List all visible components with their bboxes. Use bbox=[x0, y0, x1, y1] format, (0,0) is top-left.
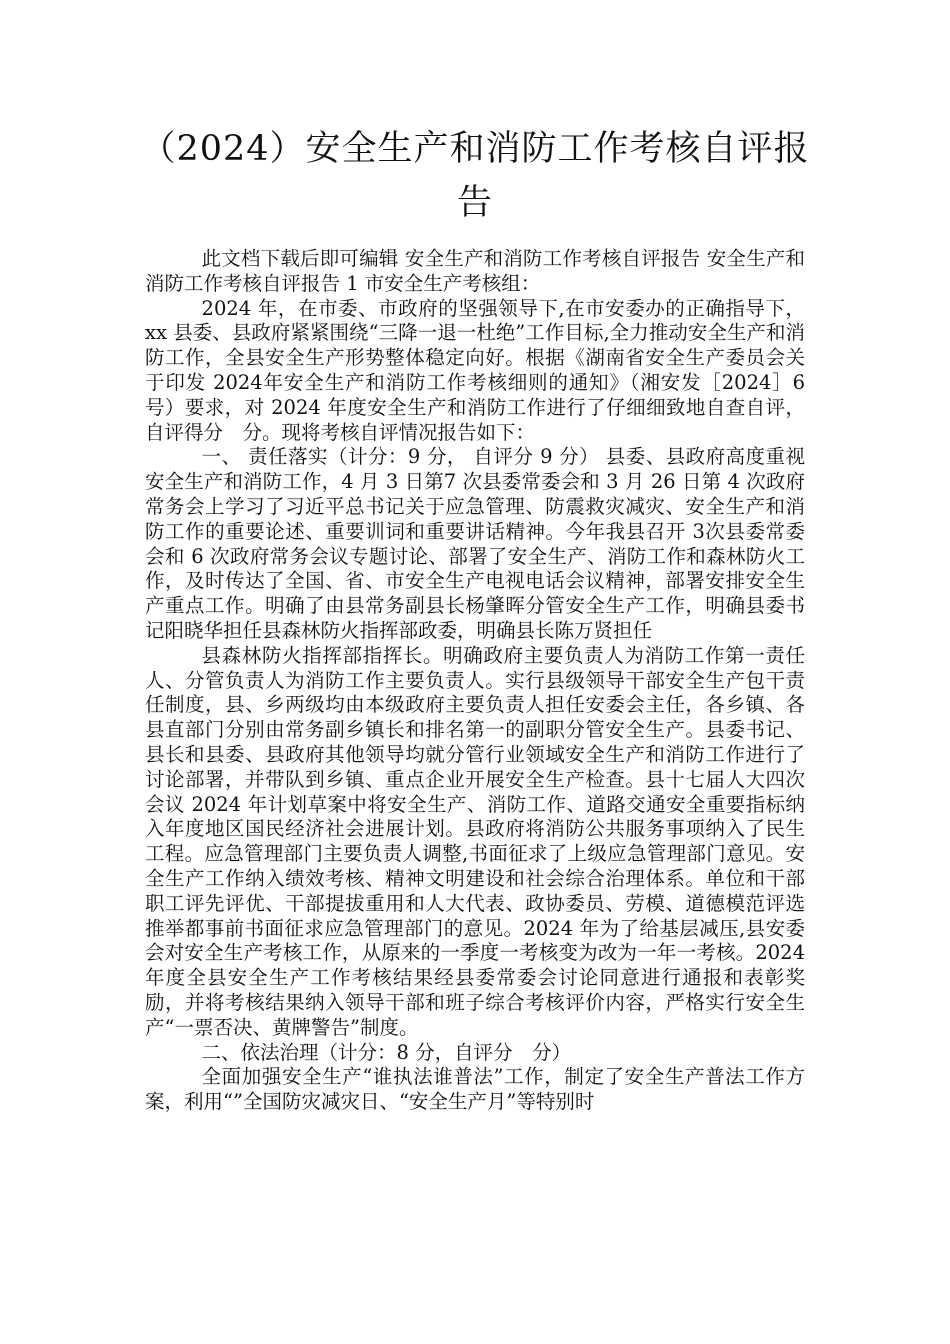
paragraph-responsibility-continued: 县森林防火指挥部指挥长。明确政府主要负责人为消防工作第一责任人、分管负责人为消防工作主要负责人。实行县级领导干部安全生产包干责任制度，县、乡两级均由本级政府主要负责人担任安委会主任，各乡镇、各县直部门分别由常务副乡镇长和排名第一的副职分管安全生产。县委书记、县长和县委、县政府其他领导均就分管行业领域安全生产和消防工作进行了讨论部署，并带队到乡镇、重点企业开展安全生产检查。县十七届人大四次会议 2024 年计划草案中将安全生产、消防工作、道路交通安全重要指标纳入年度地区国民经济社会进展计划。县政府将消防公共服务事项纳入了民生工程。应急管理部门主要负责人调整,书面征求了上级应急管理部门意见。安全生产工作纳入绩效考核、精神文明建设和社会综合治理体系。单位和干部职工评先评优、干部提拔重用和人大代表、政协委员、劳模、道德模范评选推举都事前书面征求应急管理部门的意见。2024 年为了给基层减压,县安委会对安全生产考核工作，从原来的一季度一考核变为改为一年一考核。2024 年度全县安全生产工作考核结果经县委常委会讨论同意进行通报和表彰奖励，并将考核结果纳入领导干部和班子综合考核评价内容，严格实行安全生产“一票否决、黄牌警告”制度。 bbox=[145, 643, 805, 1039]
paragraph-responsibility: 一、 责任落实（计分：9 分， 自评分 9 分） 县委、县政府高度重视安全生产和消防工作，4 月 3 日第7 次县委常委会和 3 月 26 日第 4 次政府常务会上学习了习近平总书记关于应急管理、防震救灾减灾、安全生产和消防工作的重要论述、重要训词和重要讲话精神。今年我县召开 3次县委常委会和 6 次政府常务会议专题讨论、部署了安全生产、消防工作和森林防火工作，及时传达了全国、省、市安全生产电视电话会议精神，部署安排安全生产重点工作。明确了由县常务副县长杨肇晖分管安全生产工作，明确县委书记阳晓华担任县森林防火指挥部政委，明确县长陈万贤担任 bbox=[145, 445, 805, 642]
paragraph-legal-governance: 全面加强安全生产“谁执法谁普法”工作，制定了安全生产普法工作方案，利用“”全国防灾减灾日、“安全生产月”等特别时 bbox=[145, 1065, 805, 1114]
document-title: （2024）安全生产和消防工作考核自评报告 bbox=[140, 129, 810, 223]
paragraph-intro: 此文档下载后即可编辑 安全生产和消防工作考核自评报告 安全生产和消防工作考核自评报告 1 市安全生产考核组： bbox=[145, 247, 805, 295]
document-body bbox=[145, 247, 805, 1115]
paragraph-overview: 2024 年，在市委、市政府的坚强领导下,在市安委办的正确指导下，xx 县委、县政府紧紧围绕“三降一退一杜绝”工作目标,全力推动安全生产和消防工作，全县安全生产形势整体稳定向好。根据《湖南省安全生产委员会关于印发 2024年安全生产和消防工作考核细则的通知》（湘安发［2024］6 号）要求，对 2024 年度安全生产和消防工作进行了仔细细致地自查自评，自评得分 分。现将考核自评情况报告如下： bbox=[145, 296, 805, 444]
section-heading-legal-governance: 二、依法治理（计分：8 分，自评分 分） bbox=[201, 1040, 572, 1064]
